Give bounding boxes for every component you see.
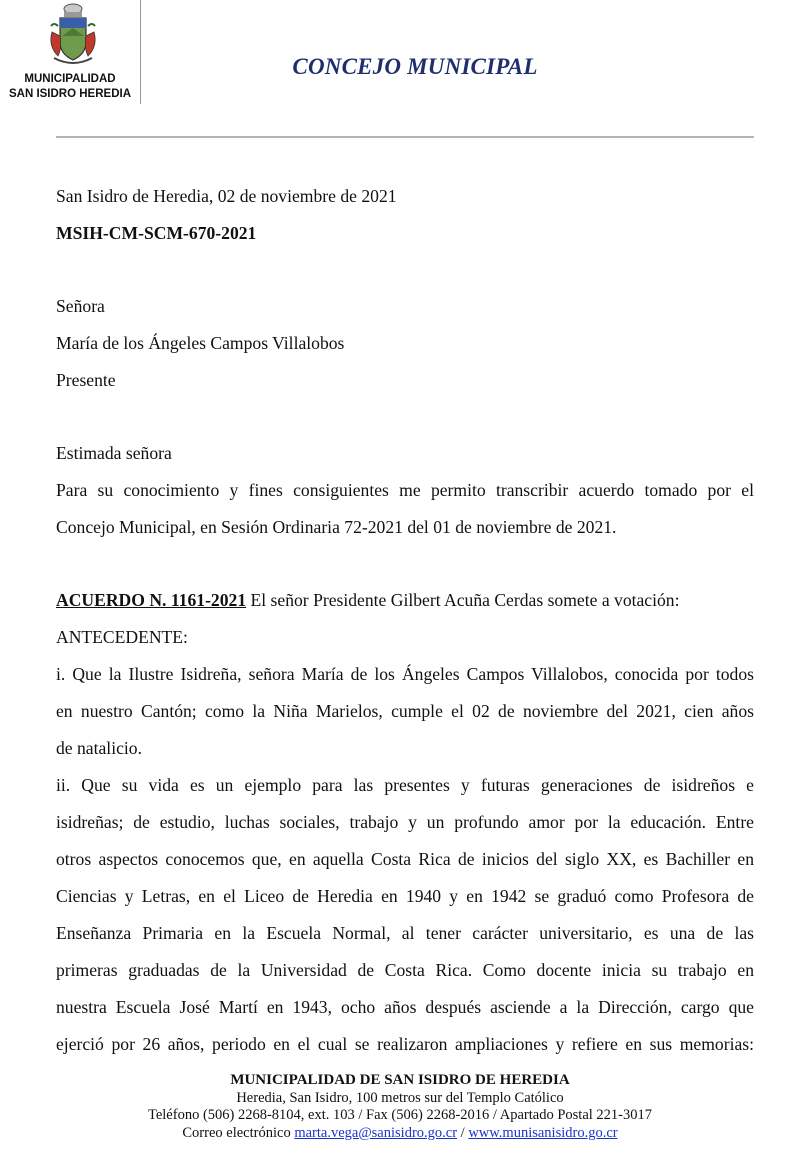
paragraph-ii-line: primeras graduadas de la Universidad de Costa Rica. Como docente inicia su trabajo en [56, 960, 754, 980]
agreement-line [56, 582, 754, 619]
agreement-label: ACUERDO N. 1161-2021 [56, 590, 247, 610]
agreement-text: El señor Presidente Gilbert Acuña Cerdas somete a votación: [246, 590, 680, 610]
paragraph-ii-line: ii. Que su vida es un ejemplo para las presentes y futuras generaciones de isidreños e [56, 775, 754, 795]
footer-phones: Teléfono (506) 2268-8104, ext. 103 / Fax (506) 2268-2016 / Apartado Postal 221-3017 [148, 1107, 652, 1123]
antecedent-heading: ANTECEDENTE: [56, 627, 188, 647]
link-separator: / [457, 1124, 469, 1141]
municipality-logo-text [0, 72, 140, 102]
footer-address: Heredia, San Isidro, 100 metros sur del Templo Católico [236, 1089, 564, 1106]
footer-title: MUNICIPALIDAD DE SAN ISIDRO DE HEREDIA [230, 1072, 570, 1088]
paragraph-ii-line: ejerció por 26 años, periodo en el cual se realizaron ampliaciones y refiere en sus memorias: [56, 1034, 754, 1054]
org-line-1: MUNICIPALIDAD [24, 73, 116, 85]
paragraph-ii-line: Ciencias y Letras, en el Liceo de Heredia en 1940 y en 1942 se graduó como Profesora de [56, 886, 754, 906]
place-date: San Isidro de Heredia, 02 de noviembre de 2021 [56, 186, 397, 206]
paragraph-i-line: en nuestro Cantón; como la Niña Marielos, cumple el 02 de noviembre del 2021, cien años [56, 701, 754, 721]
paragraph-ii-line: Enseñanza Primaria en la Escuela Normal, al tener carácter universitario, es una de las [56, 923, 754, 943]
footer-contact [0, 1125, 800, 1143]
paragraph-ii-line: isidreñas; de estudio, luchas sociales, trabajo y un profundo amor por la educación. Entre [56, 812, 754, 832]
intro-line: Concejo Municipal, en Sesión Ordinaria 72-2021 del 01 de noviembre de 2021. [56, 517, 617, 537]
greeting: Estimada señora [56, 443, 172, 463]
letter-body [56, 178, 754, 1063]
email-prefix: Correo electrónico [182, 1124, 295, 1141]
paragraph-ii-line: otros aspectos conocemos que, en aquella Costa Rica de inicios del siglo XX, es Bachiller en [56, 849, 754, 869]
reference-number: MSIH-CM-SCM-670-2021 [56, 223, 257, 243]
coat-of-arms-icon [46, 2, 100, 68]
paragraph-i-line: de natalicio. [56, 738, 142, 758]
paragraph-ii-line: nuestra Escuela José Martí en 1943, ocho años después asciende a la Dirección, cargo que [56, 997, 754, 1017]
header-divider [56, 136, 754, 138]
website-link[interactable]: www.munisanisidro.go.cr [468, 1124, 618, 1141]
letterhead [0, 0, 800, 140]
page-footer [0, 1072, 800, 1142]
recipient-name: María de los Ángeles Campos Villalobos [56, 333, 345, 353]
council-title: CONCEJO MUNICIPAL [292, 54, 538, 79]
logo-block [0, 0, 141, 104]
paragraph-i-line: i. Que la Ilustre Isidreña, señora María de los Ángeles Campos Villalobos, conocida por todos [56, 664, 754, 684]
org-line-2: SAN ISIDRO HEREDIA [8, 88, 132, 100]
email-link[interactable]: marta.vega@sanisidro.go.cr [294, 1124, 458, 1141]
recipient-status: Presente [56, 370, 116, 390]
intro-line: Para su conocimiento y fines consiguientes me permito transcribir acuerdo tomado por el [56, 480, 754, 500]
salutation-title: Señora [56, 296, 105, 316]
